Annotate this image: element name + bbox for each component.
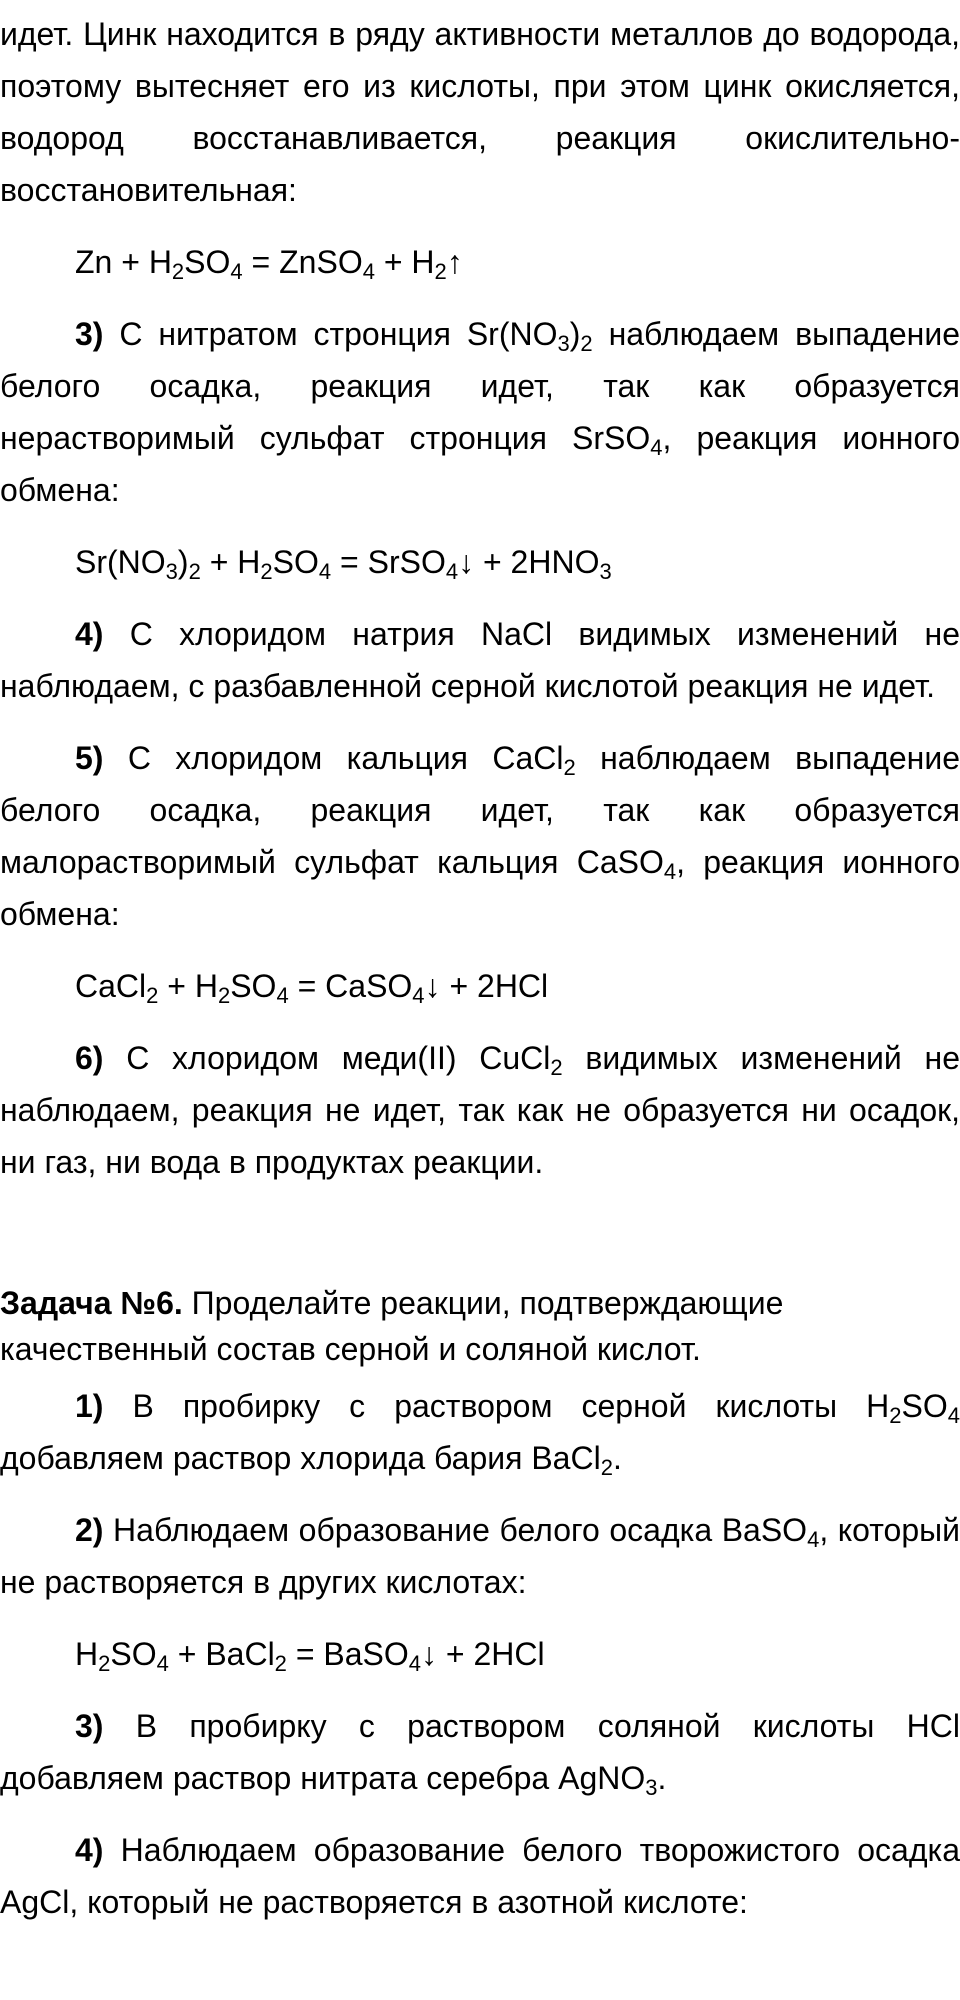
text-run: H (75, 1636, 99, 1672)
text-run: Наблюдаем образование белого творожистого осадка AgCl, который не растворяется в азотной кислоте: (0, 1832, 960, 1920)
subscript-index: 2 (146, 983, 159, 1008)
subscript-index: 4 (445, 559, 459, 584)
paragraph-task6-step-2 (0, 1504, 960, 1608)
item-number: 2) (75, 1512, 104, 1548)
text-run: ↑ (446, 244, 463, 280)
text-run: SO (184, 244, 231, 280)
paragraph-item-3-strontium-nitrate (0, 308, 960, 516)
text-run: В пробирку с раствором серной кислоты H (103, 1388, 890, 1424)
equation-strontium-nitrate (0, 536, 960, 588)
subscript-index: 3 (599, 559, 612, 584)
paragraph-item-6-copper-chloride (0, 1032, 960, 1188)
text-run: CaCl (75, 968, 147, 1004)
text-run: , который не растворяется в других кислотах: (0, 1512, 960, 1600)
subscript-index: 2 (171, 259, 185, 284)
item-number: 5) (75, 740, 104, 776)
text-run: , реакция ионного обмена: (0, 844, 960, 932)
paragraph-zinc-explanation (0, 8, 960, 216)
equation-zinc-sulfuric-acid (0, 236, 960, 288)
text-run: = BaSO (286, 1636, 409, 1672)
text-run: идет. Цинк находится в ряду активности металлов до водорода, поэтому вытесняет его из кислоты, при этом цинк окисляется, водород восстанавливается, реакция окислительно-восстановительная: (0, 16, 960, 208)
paragraph-task6-step-3 (0, 1700, 960, 1804)
subscript-index: 2 (580, 331, 593, 356)
subscript-index: 4 (663, 859, 677, 884)
text-run: + H (158, 968, 218, 1004)
text-run: С хлоридом меди(II) CuCl (103, 1040, 551, 1076)
task-6-heading (0, 1280, 960, 1372)
text-run: + BaCl (168, 1636, 275, 1672)
text-run: видимых изменений не наблюдаем, реакция не идет, так как не образуется ни осадок, ни газ, ни вода в продуктах реакции. (0, 1040, 960, 1180)
subscript-index: 4 (947, 1403, 960, 1428)
text-run: + H (200, 544, 261, 580)
text-run: добавляем раствор хлорида бария BaCl (0, 1440, 601, 1476)
text-run: = ZnSO (242, 244, 363, 280)
text-run: С хлоридом кальция CaCl (103, 740, 564, 776)
subscript-index: 2 (434, 259, 447, 284)
subscript-index: 2 (217, 983, 231, 1008)
subscript-index: 4 (408, 1651, 422, 1676)
subscript-index: 3 (557, 331, 570, 356)
paragraph-item-5-calcium-chloride (0, 732, 960, 940)
equation-barium-chloride (0, 1628, 960, 1680)
paragraph-item-4-sodium-chloride (0, 608, 960, 712)
subscript-index: 4 (807, 1527, 820, 1552)
text-run: В пробирку с раствором соляной кислоты HCl добавляем раствор нитрата серебра AgNO (0, 1708, 960, 1796)
subscript-index: 4 (650, 435, 663, 460)
subscript-index: 3 (645, 1775, 658, 1800)
subscript-index: 2 (260, 559, 273, 584)
subscript-index: 4 (230, 259, 243, 284)
text-run: ) (569, 316, 581, 352)
text-run: наблюдаем выпадение белого осадка, реакция идет, так как образуется малорастворимый сульфат кальция CaSO (0, 740, 960, 880)
subscript-index: 3 (165, 559, 178, 584)
subscript-index: 2 (98, 1651, 111, 1676)
text-run: . (612, 1440, 622, 1476)
item-number: 3) (75, 1708, 104, 1744)
text-run: Проделайте реакции, подтверждающие (182, 1285, 784, 1321)
text-run: ↓ + 2HNO (458, 544, 600, 580)
subscript-index: 2 (600, 1455, 613, 1480)
item-number: 6) (75, 1040, 104, 1076)
subscript-index: 4 (156, 1651, 169, 1676)
text-run: SO (272, 544, 319, 580)
text-run: SO (110, 1636, 157, 1672)
paragraph-task6-step-1 (0, 1380, 960, 1484)
text-run: , реакция ионного обмена: (0, 420, 960, 508)
item-number: 1) (75, 1388, 104, 1424)
text-run: С нитратом стронция Sr(NO (103, 316, 558, 352)
subscript-index: 4 (362, 259, 375, 284)
text-run: = CaSO (288, 968, 413, 1004)
subscript-index: 2 (563, 755, 576, 780)
subscript-index: 2 (274, 1651, 287, 1676)
subscript-index: 2 (188, 559, 201, 584)
text-run: ↓ + 2HCl (421, 1636, 545, 1672)
item-number: 4) (75, 616, 104, 652)
subscript-index: 4 (412, 983, 425, 1008)
text-run: + H (374, 244, 435, 280)
item-number: 3) (75, 316, 104, 352)
text-run: Sr(NO (75, 544, 166, 580)
text-run: ↓ + 2HCl (424, 968, 549, 1004)
subscript-index: 2 (889, 1403, 902, 1428)
text-run: С хлоридом натрия NaCl видимых изменений не наблюдаем, с разбавленной серной кислотой реакция не идет. (0, 616, 960, 704)
text-run: Zn + H (75, 244, 172, 280)
subscript-index: 4 (318, 559, 332, 584)
text-run: = SrSO (331, 544, 446, 580)
subscript-index: 2 (550, 1055, 563, 1080)
equation-calcium-chloride (0, 960, 960, 1012)
text-run: наблюдаем выпадение белого осадка, реакция идет, так как образуется нерастворимый сульфат стронция SrSO (0, 316, 960, 456)
item-number: 4) (75, 1832, 104, 1868)
text-run: Наблюдаем образование белого осадка BaSO (103, 1512, 808, 1548)
text-run: ) (177, 544, 189, 580)
text-run: . (657, 1760, 667, 1796)
subscript-index: 4 (276, 983, 289, 1008)
task-label: Задача №6. (0, 1285, 183, 1321)
text-run: качественный состав серной и соляной кислот. (0, 1331, 701, 1367)
text-run: SO (230, 968, 277, 1004)
paragraph-task6-step-4 (0, 1824, 960, 1928)
text-run: SO (901, 1388, 948, 1424)
